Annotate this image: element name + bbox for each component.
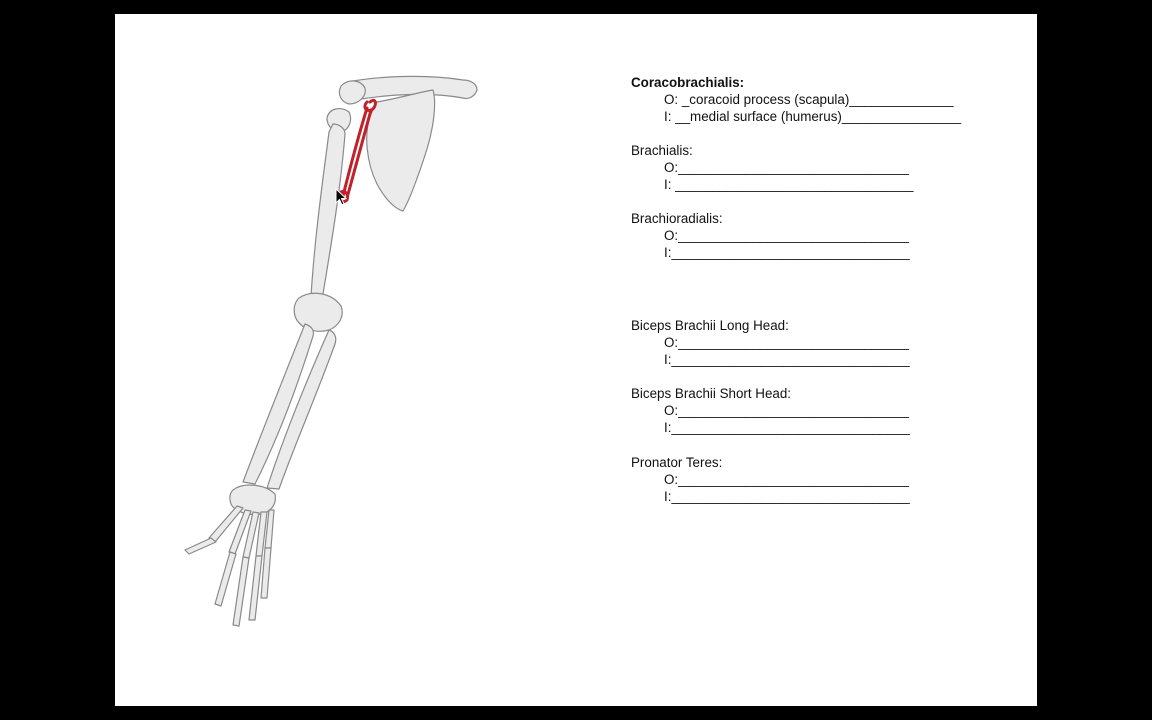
insertion-answer[interactable]: I: __medial surface (humerus)________________ xyxy=(664,109,962,124)
insertion-answer[interactable]: I:________________________________ xyxy=(664,245,910,260)
muscle-name: Pronator Teres: xyxy=(631,455,723,470)
phalanges-thumb xyxy=(185,538,216,554)
muscle-name: Coracobrachialis: xyxy=(631,75,745,90)
scapula-bone xyxy=(367,90,435,211)
insertion-answer[interactable]: I:________________________________ xyxy=(664,352,910,367)
muscle-name: Brachialis: xyxy=(631,143,693,158)
muscle-name: Biceps Brachii Short Head: xyxy=(631,386,792,401)
mouse-pointer-icon xyxy=(335,188,347,206)
muscle-block-biceps-long-head xyxy=(631,317,1031,368)
origin-answer[interactable]: O: _coracoid process (scapula)______________ xyxy=(664,92,954,107)
muscle-block-brachialis xyxy=(631,142,1031,193)
origin-answer[interactable]: O:_______________________________ xyxy=(664,335,910,350)
humerus-bone xyxy=(311,124,345,296)
acromion-process xyxy=(339,81,365,104)
insertion-answer[interactable]: I: ________________________________ xyxy=(664,177,914,192)
insertion-answer[interactable]: I:________________________________ xyxy=(664,420,910,435)
muscle-block-pronator-teres xyxy=(631,454,1031,505)
origin-answer[interactable]: O:_______________________________ xyxy=(664,228,910,243)
muscle-name: Biceps Brachii Long Head: xyxy=(631,318,789,333)
elbow-joint xyxy=(294,293,342,331)
worksheet-slide xyxy=(115,14,1037,706)
muscle-block-coracobrachialis xyxy=(631,74,1031,125)
origin-answer[interactable]: O:_______________________________ xyxy=(664,472,910,487)
phalanges-index xyxy=(215,552,236,606)
phalanges-middle xyxy=(233,557,249,626)
phalanges-ring xyxy=(249,556,262,620)
muscle-block-biceps-short-head xyxy=(631,385,1031,436)
muscle-block-brachioradialis xyxy=(631,210,1031,261)
muscle-name: Brachioradialis: xyxy=(631,211,723,226)
origin-answer[interactable]: O:_______________________________ xyxy=(664,160,910,175)
origin-answer[interactable]: O:_______________________________ xyxy=(664,403,910,418)
insertion-answer[interactable]: I:________________________________ xyxy=(664,489,910,504)
